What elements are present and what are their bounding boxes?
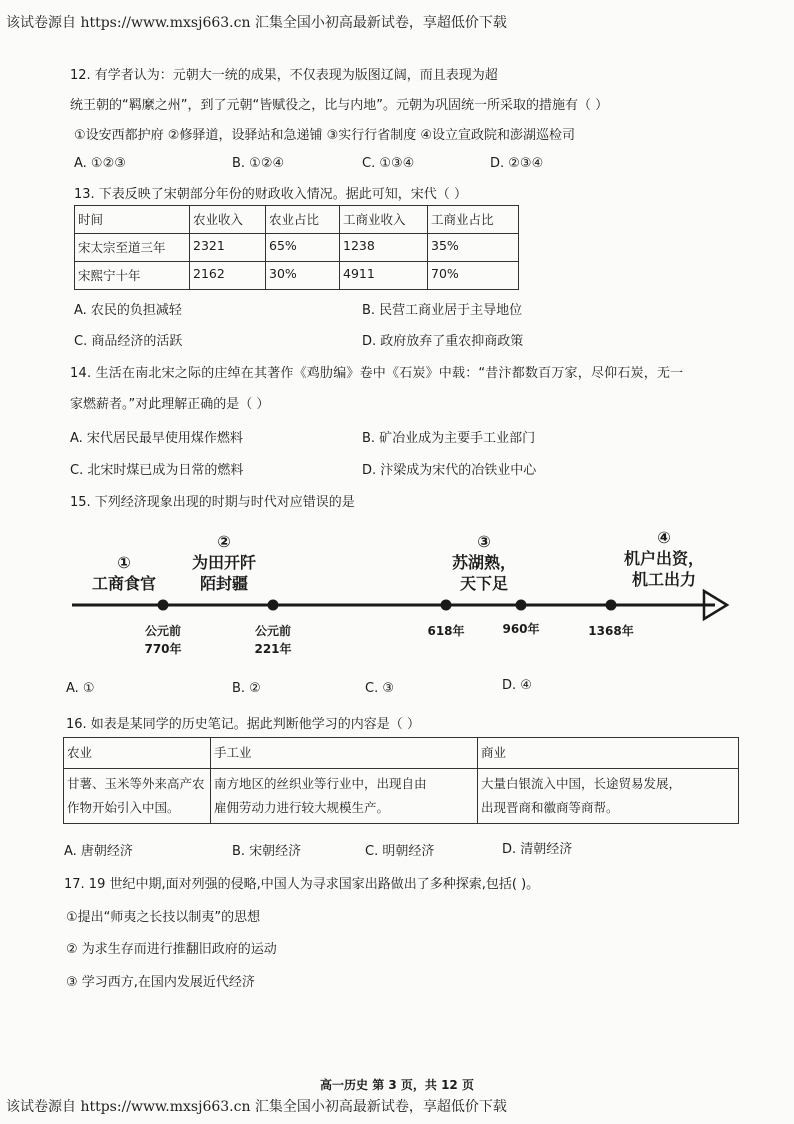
timeline-arrowhead [704, 591, 727, 619]
timeline-dot [268, 600, 279, 611]
q17-item-2: ② 为求生存而进行推翻旧政府的运动 [66, 942, 277, 957]
q12-option-a[interactable]: A. ①②③ [74, 156, 126, 171]
event-number: ② [217, 532, 231, 551]
q13-table [74, 205, 519, 290]
table-cell [64, 769, 211, 824]
table-cell: 30% [266, 262, 340, 290]
timeline-dot [158, 600, 169, 611]
timeline-year [416, 622, 476, 640]
table-row [75, 234, 519, 262]
q14-option-b[interactable]: B. 矿冶业成为主要手工业部门 [362, 431, 536, 446]
cell-line: 雇佣劳动力进行较大规模生产。 [214, 800, 390, 815]
q14-stem-line2: 家燃薪者。”对此理解正确的是（ ） [70, 397, 270, 412]
table-header: 农业占比 [266, 206, 340, 234]
table-cell: 4911 [340, 262, 428, 290]
event-number: ③ [477, 532, 491, 551]
q15-stem: 15. 下列经济现象出现的时期与时代对应错误的是 [70, 495, 355, 510]
q12-stem-line2: 统王朝的“羁縻之州”，到了元朝“皆赋役之，比与内地”。元朝为巩固统一所采取的措施有（ ） [70, 98, 609, 113]
q16-option-a[interactable]: A. 唐朝经济 [64, 844, 133, 859]
timeline-event-1 [72, 552, 176, 594]
q13-option-c[interactable]: C. 商品经济的活跃 [74, 334, 183, 349]
q15-option-d[interactable]: D. ④ [502, 678, 532, 693]
event-text: 苏湖熟， [451, 553, 516, 572]
event-text: 机工出力 [631, 570, 696, 589]
table-cell: 宋太宗至道三年 [75, 234, 190, 262]
q14-option-d[interactable]: D. 汴梁成为宋代的冶铁业中心 [362, 463, 537, 478]
cell-line: 作物开始引入中国。 [67, 800, 180, 815]
q12-option-c[interactable]: C. ①③④ [362, 156, 415, 171]
q13-option-d[interactable]: D. 政府放弃了重农抑商政策 [362, 334, 524, 349]
watermark-top: 该试卷源自 https://www.mxsj663.cn 汇集全国小初高最新试卷，享超低价下载 [6, 15, 507, 31]
q16-option-b[interactable]: B. 宋朝经济 [232, 844, 302, 859]
event-text: 陌封疆 [199, 574, 248, 593]
table-header: 手工业 [211, 738, 478, 769]
table-row [75, 262, 519, 290]
year-text: 公元前 [144, 624, 181, 638]
year-text: 1368年 [588, 624, 634, 638]
table-row [64, 769, 739, 824]
table-header: 工商业收入 [340, 206, 428, 234]
event-text: 为田开阡 [191, 553, 256, 572]
year-text: 618年 [427, 624, 465, 638]
q17-item-3: ③ 学习西方,在国内发展近代经济 [66, 975, 255, 990]
q14-option-a[interactable]: A. 宋代居民最早使用煤作燃料 [70, 431, 243, 446]
timeline-dot [606, 600, 617, 611]
event-text: 工商食官 [91, 574, 156, 593]
cell-line: 大量白银流入中国，长途贸易发展， [481, 776, 682, 791]
q13-option-a[interactable]: A. 农民的负担减轻 [74, 303, 182, 318]
timeline-year [133, 622, 193, 658]
timeline-year [243, 622, 303, 658]
timeline-event-3 [432, 531, 536, 594]
q17-item-1: ①提出“师夷之长技以制夷”的思想 [66, 910, 261, 925]
timeline-event-2 [176, 531, 272, 594]
q15-option-b[interactable]: B. ② [232, 681, 261, 696]
q12-stem-line1: 12. 有学者认为：元朝大一统的成果，不仅表现为版图辽阔，而且表现为超 [70, 68, 498, 83]
table-cell: 35% [428, 234, 519, 262]
table-header: 时间 [75, 206, 190, 234]
table-cell: 70% [428, 262, 519, 290]
timeline-event-4 [602, 527, 726, 590]
table-header: 农业 [64, 738, 211, 769]
table-header: 工商业占比 [428, 206, 519, 234]
cell-line: 甘薯、玉米等外来高产农 [67, 776, 205, 791]
year-text: 221年 [254, 642, 292, 656]
table-header: 农业收入 [190, 206, 266, 234]
timeline-dot [516, 600, 527, 611]
table-cell [478, 769, 739, 824]
event-text: 天下足 [459, 574, 508, 593]
table-cell: 2321 [190, 234, 266, 262]
q16-stem: 16. 如表是某同学的历史笔记。据此判断他学习的内容是（ ） [66, 717, 420, 732]
q13-stem: 13. 下表反映了宋朝部分年份的财政收入情况。据此可知，宋代（ ） [74, 187, 467, 202]
q14-option-c[interactable]: C. 北宋时煤已成为日常的燃料 [70, 463, 244, 478]
q16-option-d[interactable]: D. 清朝经济 [502, 842, 573, 857]
watermark-bottom: 该试卷源自 https://www.mxsj663.cn 汇集全国小初高最新试卷，享超低价下载 [6, 1099, 507, 1115]
page-footer: 高一历史 第 3 页，共 12 页 [320, 1078, 474, 1092]
q12-option-b[interactable]: B. ①②④ [232, 156, 285, 171]
event-text: 机户出资， [623, 549, 704, 568]
table-cell: 2162 [190, 262, 266, 290]
q16-option-c[interactable]: C. 明朝经济 [365, 844, 435, 859]
table-cell: 宋熙宁十年 [75, 262, 190, 290]
q12-items: ①设安西都护府 ②修驿道，设驿站和急递铺 ③实行行省制度 ④设立宣政院和澎湖巡检司 [74, 128, 576, 143]
q14-stem-line1: 14. 生活在南北宋之际的庄绰在其著作《鸡肋编》卷中《石炭》中载：“昔汴都数百万家，尽仰石炭，无一 [70, 366, 684, 381]
year-text: 770年 [144, 642, 182, 656]
event-number: ④ [657, 528, 671, 547]
q15-option-c[interactable]: C. ③ [365, 681, 394, 696]
table-header-row [64, 738, 739, 769]
q15-option-a[interactable]: A. ① [66, 681, 95, 696]
table-header: 商业 [478, 738, 739, 769]
year-text: 公元前 [254, 624, 291, 638]
timeline-dot [441, 600, 452, 611]
year-text: 960年 [502, 622, 540, 636]
q16-table [63, 737, 739, 824]
cell-line: 南方地区的丝织业等行业中，出现自由 [214, 776, 427, 791]
timeline-year [491, 620, 551, 638]
table-cell: 1238 [340, 234, 428, 262]
cell-line: 出现晋商和徽商等商帮。 [481, 800, 619, 815]
event-number: ① [117, 553, 131, 572]
table-header-row [75, 206, 519, 234]
table-cell: 65% [266, 234, 340, 262]
q13-option-b[interactable]: B. 民营工商业居于主导地位 [362, 303, 523, 318]
q17-stem: 17. 19 世纪中期,面对列强的侵略,中国人为寻求国家出路做出了多种探索,包括( )。 [64, 877, 540, 892]
q12-option-d[interactable]: D. ②③④ [490, 156, 544, 171]
table-cell [211, 769, 478, 824]
timeline-year [581, 622, 641, 640]
